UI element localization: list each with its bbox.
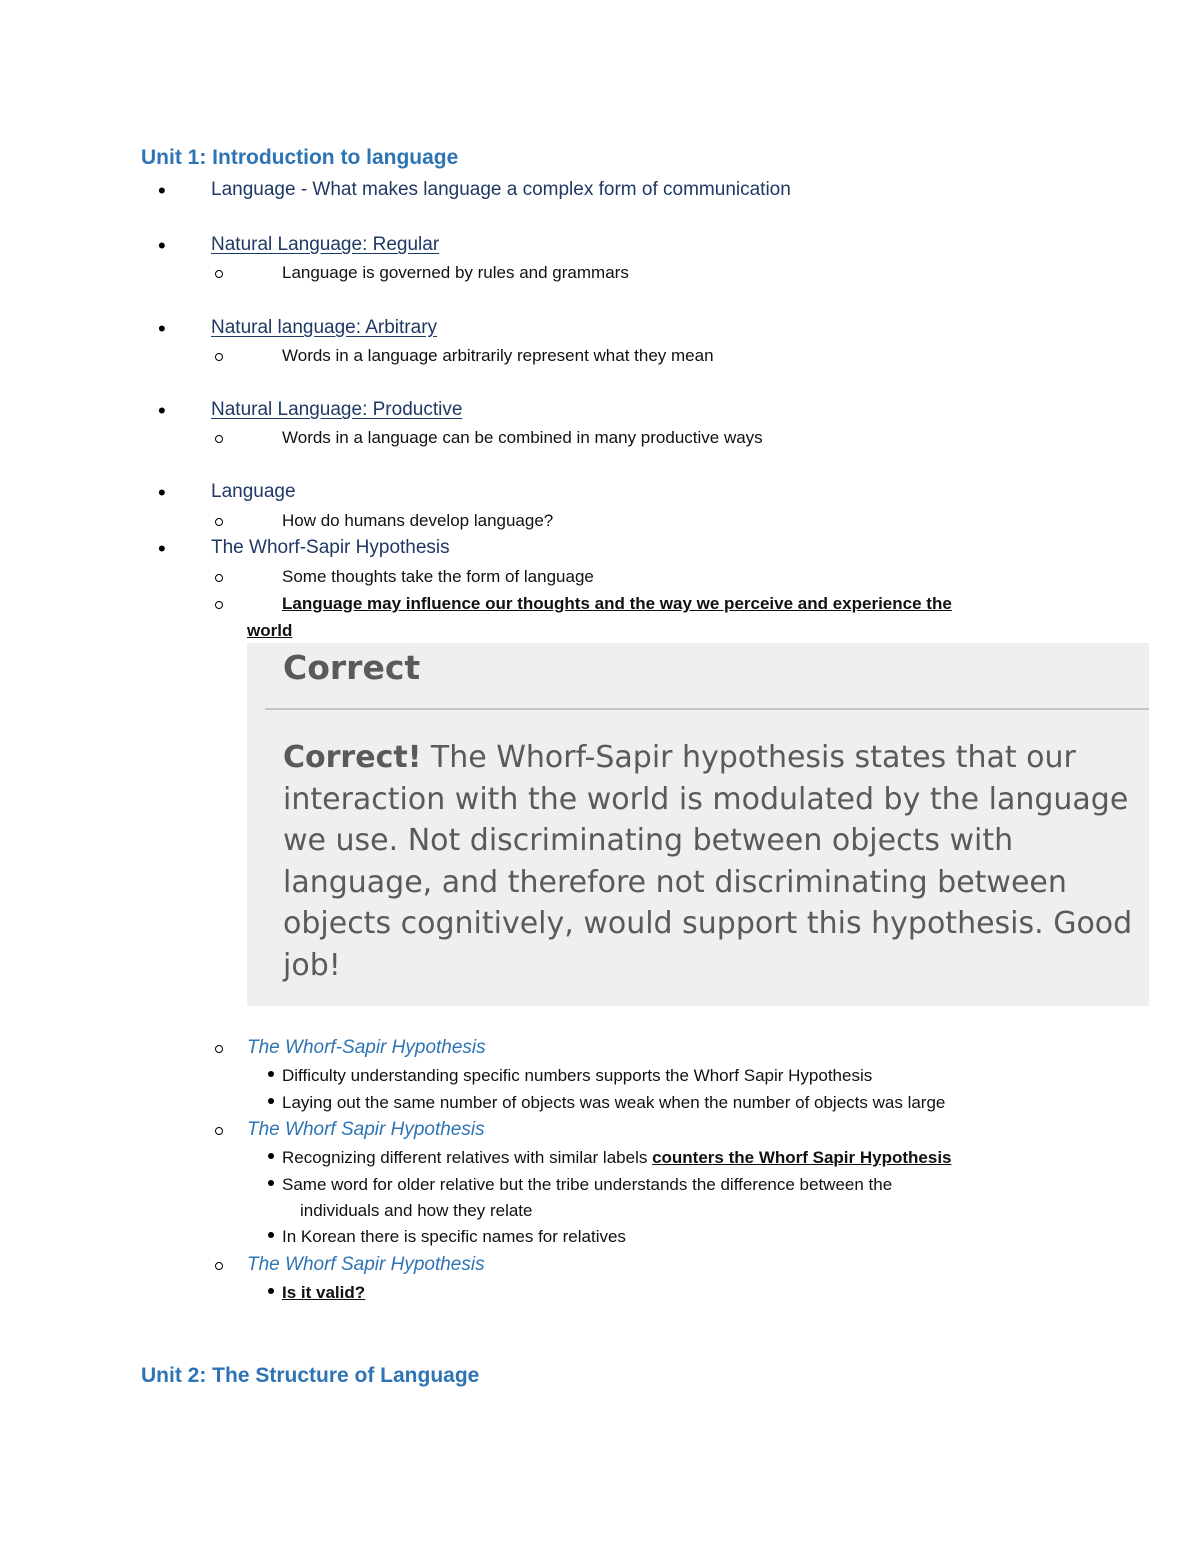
topic-natural-language-productive: Natural Language: Productive bbox=[211, 399, 463, 420]
circle-bullet-icon bbox=[215, 601, 223, 609]
hyp-section-2-title: The Whorf Sapir Hypothesis bbox=[247, 1119, 485, 1140]
correct-divider bbox=[265, 708, 1149, 710]
sub-develop-language: How do humans develop language? bbox=[282, 511, 554, 530]
bullet-icon: • bbox=[158, 233, 166, 258]
correct-feedback-box bbox=[247, 643, 1149, 1006]
point-korean: In Korean there is specific names for relatives bbox=[282, 1227, 626, 1246]
bullet-icon bbox=[268, 1098, 274, 1104]
circle-bullet-icon bbox=[215, 1045, 223, 1053]
sub-language-influence: Language may influence our thoughts and the way we perceive and experience the bbox=[282, 594, 952, 613]
circle-bullet-icon bbox=[215, 518, 223, 526]
point-specific-numbers: Difficulty understanding specific numbers supports the Whorf Sapir Hypothesis bbox=[282, 1066, 873, 1085]
point-same-word: Same word for older relative but the tribe understands the difference between the bbox=[282, 1175, 893, 1194]
bullet-icon bbox=[268, 1071, 274, 1077]
sub-arbitrary: Words in a language arbitrarily represent what they mean bbox=[282, 346, 714, 365]
bullet-icon bbox=[268, 1180, 274, 1186]
bullet-icon: • bbox=[158, 536, 166, 561]
bullet-icon: • bbox=[158, 178, 166, 203]
circle-bullet-icon bbox=[215, 1127, 223, 1135]
topic-natural-language-regular: Natural Language: Regular bbox=[211, 234, 440, 255]
bullet-icon bbox=[268, 1153, 274, 1159]
topic-natural-language-arbitrary: Natural language: Arbitrary bbox=[211, 317, 438, 338]
point-recognizing-relatives bbox=[282, 1148, 952, 1168]
circle-bullet-icon bbox=[215, 574, 223, 582]
circle-bullet-icon bbox=[215, 435, 223, 443]
bullet-icon: • bbox=[158, 480, 166, 505]
point-same-word-cont: individuals and how they relate bbox=[300, 1201, 533, 1220]
bullet-icon: • bbox=[158, 398, 166, 423]
circle-bullet-icon bbox=[215, 270, 223, 278]
point-same-number-objects: Laying out the same number of objects was weak when the number of objects was large bbox=[282, 1093, 946, 1112]
sub-productive: Words in a language can be combined in many productive ways bbox=[282, 428, 763, 447]
hyp-section-1-title: The Whorf-Sapir Hypothesis bbox=[247, 1037, 486, 1058]
point-recognizing-text: Recognizing different relatives with similar labels bbox=[282, 1148, 653, 1167]
sub-thoughts-form: Some thoughts take the form of language bbox=[282, 567, 594, 586]
point-counters: counters the Whorf Sapir Hypothesis bbox=[652, 1148, 952, 1167]
unit2-heading: Unit 2: The Structure of Language bbox=[141, 1364, 480, 1387]
point-is-it-valid: Is it valid? bbox=[282, 1283, 366, 1302]
hyp-section-3-title: The Whorf Sapir Hypothesis bbox=[247, 1254, 485, 1275]
topic-language-complex: Language - What makes language a complex form of communication bbox=[211, 179, 791, 200]
bullet-icon bbox=[268, 1232, 274, 1238]
correct-text: The Whorf-Sapir hypothesis states that our interaction with the world is modulated by the language we use. Not discriminating between objects with language, and therefore not discriminating between objects cognitively, would support this hypothesis. Good job! bbox=[283, 740, 1133, 983]
correct-title: Correct bbox=[283, 648, 421, 687]
circle-bullet-icon bbox=[215, 1262, 223, 1270]
sub-language-influence-cont: world bbox=[247, 621, 293, 640]
bullet-icon bbox=[268, 1288, 274, 1294]
correct-lead: Correct! bbox=[283, 740, 422, 775]
unit1-heading: Unit 1: Introduction to language bbox=[141, 146, 459, 169]
topic-whorf-sapir: The Whorf-Sapir Hypothesis bbox=[211, 537, 450, 558]
topic-language: Language bbox=[211, 481, 296, 502]
sub-regular: Language is governed by rules and grammars bbox=[282, 263, 629, 282]
correct-body bbox=[283, 737, 1133, 986]
circle-bullet-icon bbox=[215, 353, 223, 361]
bullet-icon: • bbox=[158, 316, 166, 341]
